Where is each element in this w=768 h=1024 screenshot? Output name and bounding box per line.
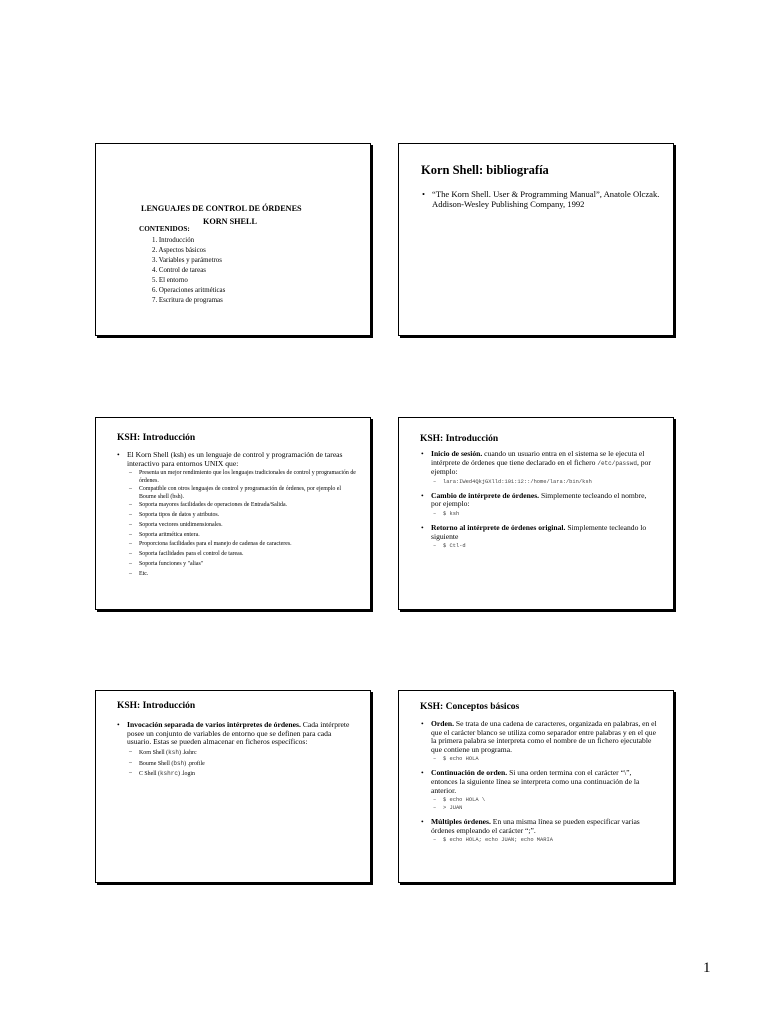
feature-item: – Soporta mayores facilidades de operaciones de Entrada/Salida. bbox=[127, 501, 357, 511]
slide-5-bullets bbox=[117, 721, 357, 780]
slide-5-title: KSH: Introducción bbox=[117, 701, 196, 711]
slide-6-title: KSH: Conceptos básicos bbox=[420, 702, 520, 712]
slide-3 bbox=[95, 417, 371, 610]
example-list bbox=[431, 836, 657, 844]
page-number: 1 bbox=[703, 960, 711, 976]
bullet-item: • El Korn Shell (ksh) es un lenguaje de control y programación de tareas interactivo para entornos UNIX que: – Presenta un mejor rendimiento que los lenguajes tradicionales de control y programación de órdenes. – Compatible con otros lenguajes de control y programación de órdenes, por ejemplo el Bourne shell (bsh). – Soporta mayores facilidades de operaciones de Entrada/Salida. – Soporta tipos de datos y atributos. – Soporta vectores unidimensionales. – Soporta aritmética entera. – Proporciona facilidades para el manejo de cadenas de caracteres. – Soporta facilidades para el control de tareas. – Soporta funciones y "alias" – Etc. bbox=[117, 451, 357, 580]
code-example: – lara:IWed4QkjGXlld:101:12::/home/lara:/bin/ksh bbox=[431, 478, 657, 486]
bullet-item: • Orden. Se trata de una cadena de caracteres, organizada en palabras, en el que el carácter blanco se utiliza como separador entre palabras y en el que la primera palabra se interpreta como el nombre de un fichero ejecutable que contiene un programa. – $ echo HOLA bbox=[421, 720, 657, 763]
bullet-item: • Múltiples órdenes. En una misma línea se pueden especificar varias órdenes empleando el carácter “;”. – $ echo HOLA; echo JUAN; echo MARIA bbox=[421, 818, 657, 844]
slide-4 bbox=[398, 417, 674, 610]
bullet-item: • Invocación separada de varios intérpretes de órdenes. Cada intérprete posee un conjunto de variables de entorno que se definen para cada usuario. Estas se pueden almacenar en ficheros específicos: – Korn Shell (ksh) .kshrc – Bourne Shell (bsh) .profile – C Shell (kshrc) .login bbox=[117, 721, 357, 780]
example-list bbox=[431, 510, 657, 518]
code-example: – $ echo HOLA; echo JUAN; echo MARIA bbox=[431, 836, 657, 844]
feature-item: – Soporta tipos de datos y atributos. bbox=[127, 511, 357, 521]
feature-item: – Soporta facilidades para el control de tareas. bbox=[127, 550, 357, 560]
example-list bbox=[431, 478, 657, 486]
feature-item: – Soporta vectores unidimensionales. bbox=[127, 521, 357, 531]
slide-2-bullets bbox=[422, 189, 662, 209]
bullet-item: • Retorno al intérprete de órdenes original. Simplemente tecleando lo siguiente – $ Ctl-d bbox=[421, 524, 657, 550]
contents-item: 6. Operaciones aritméticas bbox=[152, 287, 226, 294]
feature-item: – Soporta aritmética entera. bbox=[127, 531, 357, 541]
contents-item: 4. Control de tareas bbox=[152, 267, 206, 274]
example-list bbox=[431, 542, 657, 550]
feature-item: – Proporciona facilidades para el manejo de cadenas de caracteres. bbox=[127, 540, 357, 550]
config-file-list bbox=[127, 748, 357, 780]
code-example: – > JUAN bbox=[431, 804, 657, 812]
contents-item: 7. Escritura de programas bbox=[152, 297, 223, 304]
code-example: – $ Ctl-d bbox=[431, 542, 657, 550]
bullet-item: • Cambio de intérprete de órdenes. Simplemente tecleando el nombre, por ejemplo: – $ ksh bbox=[421, 492, 657, 518]
config-file-item: – C Shell (kshrc) .login bbox=[127, 769, 357, 780]
feature-item: – Soporta funciones y "alias" bbox=[127, 560, 357, 570]
bullet-item: • Inicio de sesión. cuando un usuario entra en el sistema se le ejecuta el intérprete de órdenes que tiene declarado en el fichero /etc/passwd, por ejemplo: – lara:IWed4QkjGXlld:101:12::/home/lara:/bin/ksh bbox=[421, 450, 657, 486]
slide-3-bullets bbox=[117, 451, 357, 580]
slide-1 bbox=[95, 143, 371, 336]
feature-list bbox=[127, 469, 357, 579]
contents-item: 2. Aspectos básicos bbox=[152, 247, 206, 254]
example-list bbox=[431, 796, 657, 812]
config-file-item: – Korn Shell (ksh) .kshrc bbox=[127, 748, 357, 759]
bibliography-entry: • “The Korn Shell. User & Programming Manual”, Anatole Olczak. Addison-Wesley Publishing Company, 1992 bbox=[422, 189, 662, 209]
code-example: – $ echo HOLA bbox=[431, 755, 657, 763]
feature-item: – Presenta un mejor rendimiento que los lenguajes tradicionales de control y programación de órdenes. bbox=[127, 469, 357, 485]
contents-label: CONTENIDOS: bbox=[139, 225, 190, 233]
contents-list bbox=[152, 236, 225, 306]
contents-item: 5. El entorno bbox=[152, 277, 188, 284]
slide-4-title: KSH: Introducción bbox=[420, 434, 499, 444]
slide-2-title: Korn Shell: bibliografía bbox=[421, 163, 549, 177]
slide-4-bullets bbox=[421, 450, 657, 550]
feature-item: – Etc. bbox=[127, 570, 357, 580]
slide-1-heading: LENGUAJES DE CONTROL DE ÓRDENES bbox=[141, 204, 302, 213]
feature-item: – Compatible con otros lenguajes de control y programación de órdenes, por ejemplo el Bourne shell (bsh). bbox=[127, 485, 357, 501]
config-file-item: – Bourne Shell (bsh) .profile bbox=[127, 759, 357, 770]
slide-6 bbox=[398, 690, 674, 883]
bullet-item: • Continuación de orden. Si una orden termina con el carácter “\”, entonces la siguiente línea se interpreta como una continuación de la anterior. – $ echo HOLA \ – > JUAN bbox=[421, 769, 657, 812]
slide-1-subheading: KORN SHELL bbox=[203, 217, 257, 226]
slide-6-bullets bbox=[421, 720, 657, 844]
example-list bbox=[431, 755, 657, 763]
slide-2 bbox=[398, 143, 674, 336]
contents-item: 1. Introducción bbox=[152, 237, 195, 244]
slide-3-title: KSH: Introducción bbox=[117, 433, 196, 443]
code-example: – $ ksh bbox=[431, 510, 657, 518]
contents-item: 3. Variables y parámetros bbox=[152, 257, 222, 264]
slide-5 bbox=[95, 690, 371, 883]
code-example: – $ echo HOLA \ bbox=[431, 796, 657, 804]
